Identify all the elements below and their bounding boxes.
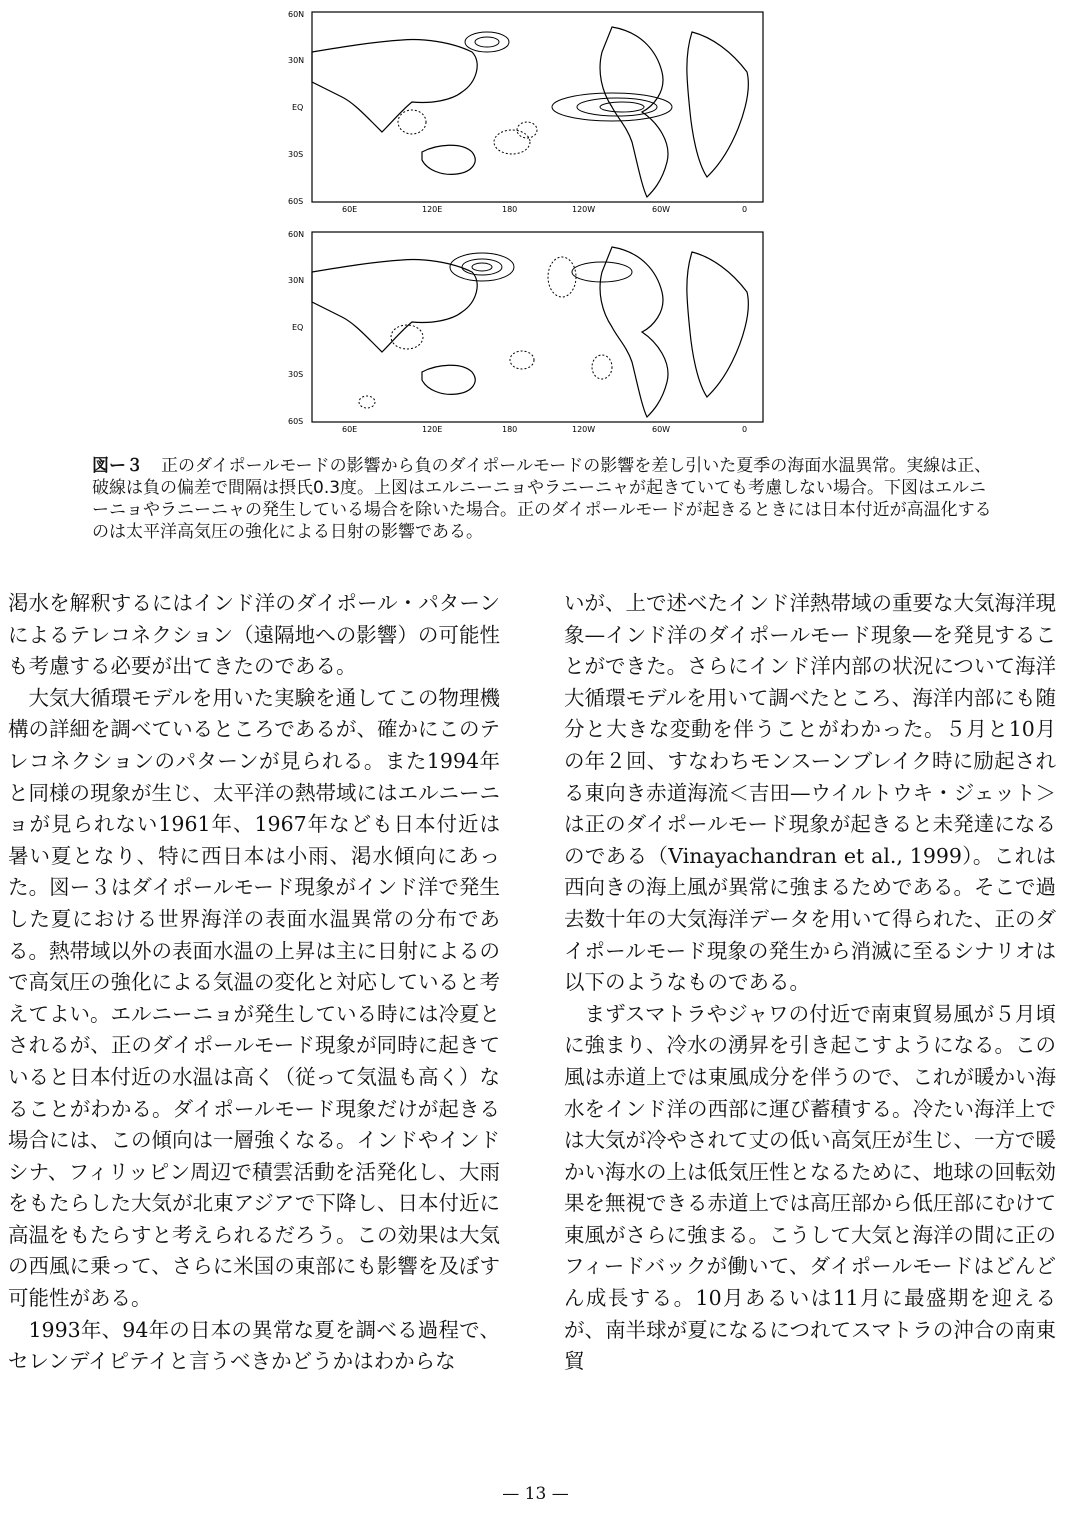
lon-labels [342, 205, 747, 214]
map-top-svg [288, 10, 763, 214]
coastlines [312, 247, 748, 417]
negative-contours [359, 257, 612, 408]
lon-label: 120E [422, 205, 443, 214]
paragraph: 渇水を解釈するにはインド洋のダイポール・パターンによるテレコネクション（遠隔地への影響）の可能性も考慮する必要が出てきたのである。 [8, 591, 500, 679]
lat-label: 30N [288, 56, 305, 65]
lon-label: 180 [502, 425, 518, 434]
lon-label: 120E [422, 425, 443, 434]
lat-label: 60N [288, 10, 305, 19]
sst-anomaly-map-top [288, 10, 763, 214]
right-column [564, 588, 1056, 1378]
lon-label: 60E [342, 205, 358, 214]
lat-label: EQ [292, 323, 304, 332]
lon-label: 60W [652, 205, 671, 214]
paragraph: まずスマトラやジャワの付近で南東貿易風が５月頃に強まり、冷水の湧昇を引き起こすようになる。この風は赤道上では東風成分を伴うので、これが暖かい海水をインド洋の西部に運び蓄積する。冷たい海洋上では大気が冷やされて丈の低い高気圧が生じ、一方で暖かい海水の上は低気圧性となるために、地球の回転効果を無視できる赤道上では高圧部から低圧部にむけて東風がさらに強まる。こうして大気と海洋の間に正のフィードバックが働いて、ダイポールモードはどんどん成長する。10月あるいは11月に最盛期を迎えるが、南半球が夏になるにつれてスマトラの沖合の南東貿 [564, 1001, 1056, 1374]
left-column [8, 588, 500, 1378]
positive-contours [450, 253, 632, 282]
paragraph: 大気大循環モデルを用いた実験を通してこの物理機構の詳細を調べているところであるが、確かにこのテレコネクションのパターンが見られる。また1994年と同様の現象が生じ、太平洋の熱帯域にはエルニーニョが見られない1961年、1967年なども日本付近は暑い夏となり、特に西日本は小雨、渇水傾向にあった。図ー３はダイポールモード現象がインド洋で発生した夏における世界海洋の表面水温異常の分布である。熱帯域以外の表面水温の上昇は主に日射によるので高気圧の強化による気温の変化と対応していると考えてよい。エルニーニョが発生している時には冷夏とされるが、正のダイポールモード現象が同時に起きていると日本付近の水温は高く（従って気温も高く）なることがわかる。ダイポールモード現象だけが起きる場合には、この傾向は一層強くなる。インドやインドシナ、フィリッピン周辺で積雲活動を活発化し、大雨をもたらした大気が北東アジアで下降し、日本付近に高温をもたらすと考えられるだろう。この効果は大気の西風に乗って、さらに米国の東部にも影響を及ぼす可能性がある。 [8, 685, 500, 1311]
lat-labels [288, 230, 304, 426]
lon-label: 0 [742, 205, 748, 214]
map-frame [312, 12, 763, 202]
lat-labels [288, 10, 304, 206]
figure-caption [92, 455, 992, 543]
lat-label: 30N [288, 276, 305, 285]
lon-label: 0 [742, 425, 748, 434]
lat-label: 60S [288, 197, 304, 206]
lon-label: 60W [652, 425, 671, 434]
sst-anomaly-map-bottom [288, 230, 763, 434]
lon-labels [342, 425, 747, 434]
map-frame [312, 232, 763, 422]
lon-label: 60E [342, 425, 358, 434]
figure-caption-text: 正のダイポールモードの影響から負のダイポールモードの影響を差し引いた夏季の海面水温異常。実線は正、破線は負の偏差で間隔は摂氏0.3度。上図はエルニーニョやラニーニャが起きていても考慮しない場合。下図はエルニーニョやラニーニャの発生している場合を除いた場合。正のダイポールモードが起きるときには日本付近が高温化するのは太平洋高気圧の強化による日射の影響である。 [92, 456, 992, 542]
map-bottom-svg [288, 230, 763, 434]
paragraph: いが、上で述べたインド洋熱帯域の重要な大気海洋現象—インド洋のダイポールモード現象—を発見することができた。さらにインド洋内部の状況について海洋大循環モデルを用いて調べたところ、海洋内部にも随分と大きな変動を伴うことがわかった。５月と10月の年２回、すなわちモンスーンブレイク時に励起される東向き赤道海流＜吉田—ウイルトウキ・ジェット＞は正のダイポールモード現象が起きると未発達になるのである（Vinayachandran et al., 1999）。これは西向きの海上風が異常に強まるためである。そこで過去数十年の大気海洋データを用いて得られた、正のダイポールモード現象の発生から消滅に至るシナリオは以下のようなものである。 [564, 591, 1056, 995]
coastlines [312, 27, 748, 197]
positive-contours [465, 32, 672, 121]
lat-label: 60S [288, 417, 304, 426]
negative-contours [398, 110, 537, 154]
lat-label: 30S [288, 370, 304, 379]
page-number: — 13 — [502, 1484, 569, 1504]
lat-label: 60N [288, 230, 305, 239]
lon-label: 180 [502, 205, 518, 214]
lon-label: 120W [572, 425, 596, 434]
paragraph: 1993年、94年の日本の異常な夏を調べる過程で、セレンデイピテイと言うべきかどうかはわからな [8, 1317, 500, 1374]
figure-caption-label: 図ー３ [92, 456, 143, 476]
lat-label: 30S [288, 150, 304, 159]
lat-label: EQ [292, 103, 304, 112]
lon-label: 120W [572, 205, 596, 214]
